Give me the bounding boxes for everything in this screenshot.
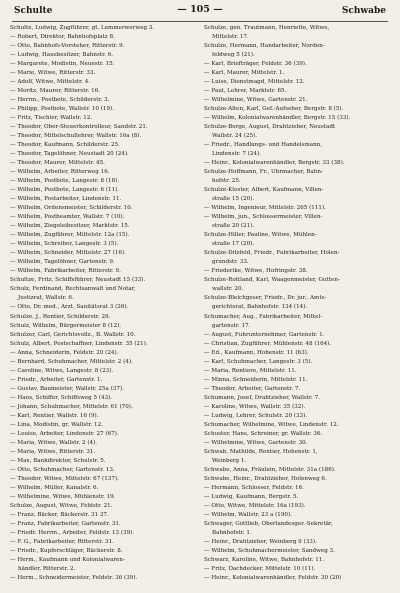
directory-entry: straße 15 (20).	[212, 196, 255, 203]
directory-entry: — Wilhelm, Postbote, Langestr. 8 (18).	[10, 178, 120, 185]
directory-entry: — Wilhelmine, Witwe, Gartenstr. 21.	[204, 97, 308, 104]
directory-entry: — Adolf, Witwe, Mittelstr. 4.	[10, 79, 91, 86]
directory-entry: Schwabe, Heinr., Drahtzieher, Holenweg 6.	[204, 475, 327, 482]
header-rule	[12, 21, 388, 22]
directory-entry: — Friedr., Handlungs- und Handelsmann,	[204, 142, 323, 149]
right-column	[204, 24, 390, 583]
directory-entry: — Karl, Rentier, Wallstr. 16 (9).	[10, 412, 99, 419]
directory-entry: Schulz, Ferdinand, Rechtsanwalt und Notar,	[10, 286, 136, 293]
directory-entry: — Ludwig, Hausbesitzer, Bahnstr. 6.	[10, 52, 114, 59]
directory-entry: — Heinr., Kolonialwarenhändler, Feldstr. 30 (20)	[204, 574, 342, 581]
directory-entry: — Wilhelm, Postbeamter, Wallstr. 7 (10).	[10, 214, 125, 221]
directory-entry: — Wilhelm, Postarbeiter, Lindenstr. 11.	[10, 196, 122, 203]
directory-entry: — F. G., Fabrikarbeiter, Ritterstr. 31.	[10, 538, 114, 545]
directory-entry: feldweg 5 (21).	[212, 52, 255, 59]
directory-entry: — Franz, Fabrikarbeiter, Gartenstr. 31.	[10, 520, 121, 527]
directory-entry: Schumann, Josef, Drahtzieher, Wallstr. 7.	[204, 394, 320, 401]
directory-entry: — Bernhard, Schuhmacher, Mittelstr. 2 (4).	[10, 358, 133, 365]
directory-entry: Schulze, gen. Trautmann, Henriette, Witwe,	[204, 25, 330, 31]
directory-entry: — Otto, Schuhmacher, Gartenstr. 13.	[10, 466, 115, 473]
directory-entry: Schulze, August, Witwe, Feldstr. 21.	[10, 502, 113, 509]
directory-entry: — Fritz, Dachdecker, Mittelstr. 10 (11).	[204, 565, 316, 572]
directory-entry: — Karoline, Witwe, Wallstr. 35 (32).	[204, 403, 306, 410]
directory-entry: — Philipp, Postbote, Wallstr. 10 (19).	[10, 106, 114, 113]
directory-entry: straße 17 (20).	[212, 241, 255, 248]
directory-entry: — Karl, Schuhmacher, Langestr. 3 (5).	[204, 358, 313, 365]
directory-entry: — Herm., Kaufmann und Kolonialwaren-	[10, 556, 125, 563]
directory-entry: Wallstr. 24 (25).	[212, 133, 258, 140]
directory-entry: — Gustav, Baumeister, Wallstr. 25a (37).	[10, 385, 124, 392]
directory-entry: Schumacher, Aug., Fabrikarbeiter, Mittel-	[204, 313, 323, 320]
directory-entry: Schwab, Mathilde, Rentier, Hohenstr. 1,	[204, 448, 318, 455]
directory-entry: — Luise, Dienstmagd, Mittelstr. 12.	[204, 79, 305, 86]
directory-entry: Schulze, Hermann, Handarbeiter, Norden-	[204, 43, 325, 50]
directory-entry: — Fritz, Tischler, Wallstr. 12.	[10, 115, 93, 122]
directory-entry: — Louise, Arbeiter, Lindenstr. 27 (67).	[10, 430, 119, 437]
directory-entry: wallstr. 20.	[212, 286, 244, 293]
directory-entry: Schuster, Hans, Schreiner, gr. Wallstr. 36.	[204, 430, 323, 437]
directory-entry: — Wilhelm, Arbeiter, Ritterweg 16.	[10, 169, 110, 176]
directory-entry: Mittelstr. 17.	[212, 34, 249, 41]
directory-entry: — Robert, Direktor, Bahnhofsplatz 8.	[10, 34, 115, 41]
directory-entry: straße 20 (21).	[212, 223, 255, 230]
directory-entry: — Otto, Witwe, Mittelstr. 16a (193).	[204, 502, 306, 509]
directory-entry: — Wilhelm, Fabrikarbeiter, Ritterstr. 9.	[10, 268, 121, 275]
directory-entry: Schulze, J., Rentier, Schilderstr. 29.	[10, 313, 111, 320]
directory-entry: — Wilhelm, Ingenieur, Mittelstr. 265 (111).	[204, 205, 326, 212]
directory-entry: — Wilhelm, Müller, Kanalstr. 6.	[10, 484, 99, 491]
directory-entry: — Wilhelm, Kolonialwarenhändler, Bergstr. 15 (33).	[204, 115, 351, 122]
directory-entry: — Otto, Dr. med., Arzt, Sanitätsrat 3 (26).	[10, 304, 129, 311]
directory-entry: — Wilhelm, Zugführer, Mittelstr. 12a (15).	[10, 232, 130, 239]
directory-entry: Schulze-Bleichgeser, Friedr., Dr. jur., Amts-	[204, 295, 327, 302]
directory-entry: — Wilhelmine, Witwe, Gartenstr. 30.	[204, 439, 308, 446]
directory-entry: — Ludwig, Lehrer, Schulstr. 20 (33).	[204, 412, 308, 419]
directory-entry: — Friederike, Witwe, Hofringstr. 38.	[204, 268, 308, 275]
directory-entry: — Wilhelm, Ziegeleibesitzer, Marktstr. 15.	[10, 223, 130, 230]
directory-entry: Schulze-Ditzfeld, Friedr., Fabrikarbeiter, Holen-	[204, 250, 340, 257]
directory-entry: — Theodor, Mittelschullehrer, Wallstr. 16a (8).	[10, 133, 142, 140]
directory-entry: — Wilhelm, Tagelöhner, Gartenstr. 9.	[10, 259, 115, 266]
directory-entry: — Theodor, Maurer, Mittelstr. 45.	[10, 160, 105, 167]
directory-entry: — Hans, Schiffer, Schiffsweg 5 (43).	[10, 394, 113, 401]
directory-entry: — Karl, Maurer, Mittelstr. 1.	[204, 70, 285, 77]
directory-entry: — Wilhelm, Schreiber, Langestr. 3 (5).	[10, 241, 119, 248]
directory-entry: — Wilhelm, Schneider, Mittelstr. 27 (16).	[10, 250, 126, 257]
directory-entry: Schulz, Wilhelm, Bürgermeister 8 (12).	[10, 322, 122, 329]
directory-entry: — Karl, Briefträger, Feldstr. 36 (39).	[204, 61, 307, 68]
directory-entry: — Maria, Witwe, Ritterstr. 31.	[10, 448, 96, 455]
directory-entry: — Theodor, Ober-Steuerkontrolleur, Sandstr. 21.	[10, 124, 148, 131]
directory-entry: — Wilhelm, jun., Schlossermeister, Villen-	[204, 214, 323, 221]
directory-entry: — Hermann, Schlosser, Feldstr. 16.	[204, 484, 304, 491]
directory-entry: Schulze-Alten, Karl, Gef.-Aufseher, Bergstr. 8 (5).	[204, 106, 344, 113]
directory-entry: — Herrm., Postbote, Schilderstr. 3.	[10, 97, 110, 104]
directory-entry: — Lina, Modistin, gr. Wallstr. 12.	[10, 421, 103, 428]
directory-entry: — Friedr. Herrm., Arbeiter, Feldstr. 13 (39).	[10, 529, 135, 536]
directory-entry: händler, Ritterstr. 2.	[18, 565, 76, 572]
directory-entry: — Heinr., Kolonialwarenhändler, Bergstr. 33 (38).	[204, 160, 345, 167]
directory-entry: — Moritz, Maurer, Ritterstr. 16.	[10, 88, 101, 95]
page-header	[10, 4, 390, 20]
directory-entry: — Wilhelm, Postbote, Langestr. 6 (11).	[10, 187, 120, 194]
directory-entry: Schulze-Hiller, Pauline, Witwe, Mühlen-	[204, 232, 317, 239]
directory-entry: — Friedr., Kupferschläger, Bäckerstr. 8.	[10, 547, 123, 554]
directory-entry: gerichtsrat, Bahnhofstr. 134 (14).	[212, 304, 308, 311]
directory-entry: Lindenstr. 7 (24).	[212, 151, 261, 158]
directory-entry: — Wilhelm, Ordensmeister, Schilderstr. 10.	[10, 205, 133, 212]
directory-entry: — August, Fuhrunternehmer, Gartenstr. 1.	[204, 331, 325, 338]
directory-entry: — Ed., Kaufmann, Hohenstr. 11 (63).	[204, 349, 309, 356]
directory-entry: hofstr. 25.	[212, 178, 241, 185]
directory-entry: — Theodor, Witwe, Mittelstr. 67 (137).	[10, 475, 119, 482]
directory-entry: — Maria, Witwe, Wallstr. 2 (4).	[10, 439, 98, 446]
header-right-keyword: Schwabe	[341, 6, 386, 16]
directory-entry: — Theodor, Arbeiter, Gartenstr. 7.	[204, 385, 301, 392]
directory-entry: Schwager, Gottlieb, Oberlandesger.-Sekretär,	[204, 520, 333, 527]
directory-entry: Schulze-Berge, August, Drahtzieher, Neustadt	[204, 124, 336, 131]
directory-entry: Weinberg 1.	[212, 457, 247, 464]
header-left-keyword: Schulte	[14, 6, 53, 16]
directory-entry: — Ludwig, Kaufmann, Bergstr. 5.	[204, 493, 299, 500]
directory-entry: Schulze-Hoffmann, Fr., Uhrmacher, Bahn-	[204, 169, 323, 176]
directory-entry: Schultze, Fritz, Schiffsführer, Neustadt 15 (33).	[10, 277, 146, 284]
directory-entry: — Wilhelmine, Witwe, Mühlenstr. 19.	[10, 493, 116, 500]
directory-entry: Schulz, Albert, Postschaffner, Lindenstr. 35 (21).	[10, 340, 148, 347]
directory-entry: — Maria, Rentiere, Mittelstr. 11.	[204, 367, 297, 374]
directory-entry: Schulze-Kloster, Albert, Kaufmann, Villen-	[204, 187, 324, 194]
directory-entry: Schulzer, Carl, Gerichtsvollz., B. Wallstr. 10.	[10, 331, 136, 338]
directory-entry: Bahnhofstr. 1.	[212, 529, 252, 536]
directory-entry: — Franz, Bäcker, Bäckerstr. 31 37.	[10, 511, 109, 518]
directory-entry: Schulze-Rottland, Karl, Waagenmeister, Gutten-	[204, 277, 340, 284]
directory-entry: — Marie, Witwe, Ritterstr. 33.	[10, 70, 96, 77]
directory-entry: — Wilhelm, Wallstr. 23 a (190).	[204, 511, 292, 518]
directory-entry: — Friedr., Arbeiter, Gartenstr. 1.	[10, 376, 103, 383]
page-number: — 105 —	[177, 4, 223, 15]
directory-entry: — Caroline, Witwe, Langestr. 8 (23).	[10, 367, 114, 374]
directory-entry: — Paul, Lehrer, Marktstr. 65.	[204, 88, 287, 95]
left-column	[10, 24, 196, 583]
directory-entry: — Heinr., Drahtzieher, Weinberg 9 (33).	[204, 538, 317, 545]
directory-entry: gartenstr. 17.	[212, 322, 251, 329]
directory-entry: Schumacher, Wilhelmine, Witwe, Lindenstr. 12.	[204, 421, 339, 428]
directory-entry: — Otto, Bahnhofs-Vorsteher, Ritterstr. 9.	[10, 43, 125, 50]
directory-entry: Schulte, Ludwig, Zugführer, gt. Lemmerwerweg 3.	[10, 25, 155, 31]
directory-entry: Schwarz, Karoline, Witwe, Bahnhofstr. 11.	[204, 556, 325, 563]
directory-entry: — Max, Bankdirektor, Schulstr. 5.	[10, 457, 106, 464]
directory-entry: — Theodor, Tagelöhner, Neustadt 20 (24).	[10, 151, 129, 158]
directory-entry: — Margarete, Modistin, Neuestr. 15.	[10, 61, 115, 68]
directory-entry: — Minna, Schneiderin, Mittelstr. 11.	[204, 376, 308, 383]
directory-entry: Justizrat, Wallstr. 6.	[18, 295, 74, 302]
directory-entry: — Johann, Schuhmacher, Mittelstr. 61 (70).	[10, 403, 133, 410]
directory-entry: grundstr. 33.	[212, 259, 249, 266]
directory-entry: — Christian, Zugführer, Mühlenstr. 48 (164).	[204, 340, 332, 347]
directory-entry: — Wilhelm, Schuhmachermeister, Sandweg 3.	[204, 547, 335, 554]
directory-entry: Schwabe, Anna, Fräulein, Mittelstr. 31a (186).	[204, 466, 336, 473]
directory-entry: — Theodor, Kaufmann, Schilderstr. 25.	[10, 142, 120, 149]
directory-entry: — Anna, Schneiderin, Feldstr. 20 (24).	[10, 349, 119, 356]
directory-entry: — Herm., Schneidermeister, Feldstr. 36 (39).	[10, 574, 138, 581]
